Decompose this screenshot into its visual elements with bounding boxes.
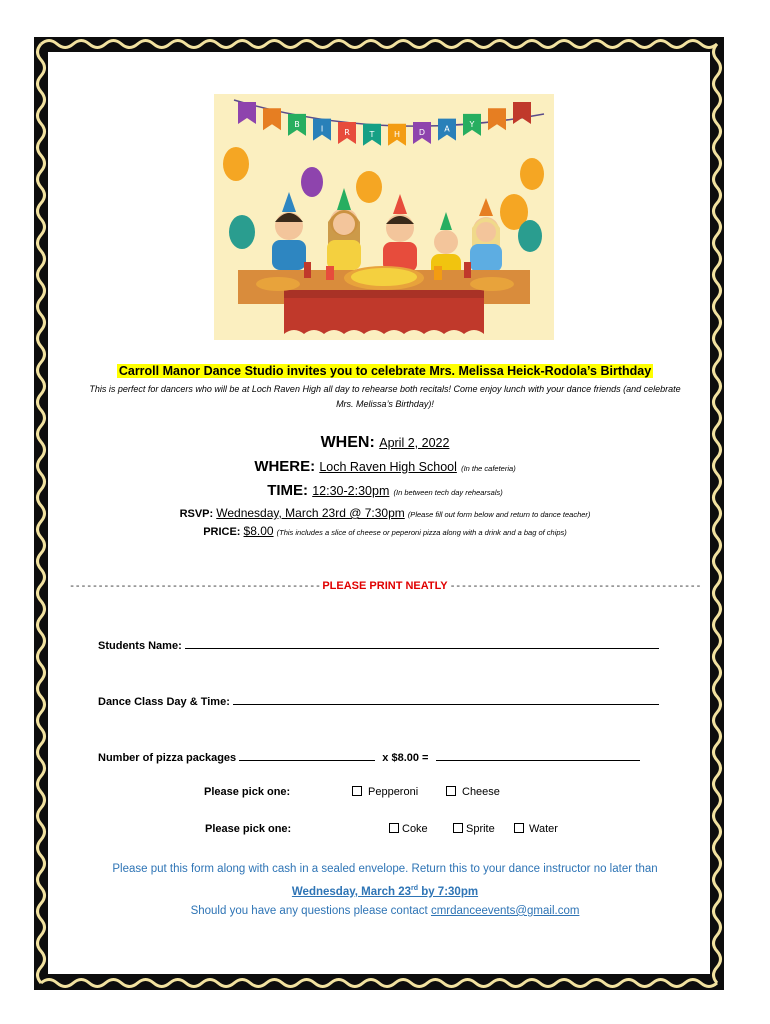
when-line	[48, 434, 722, 452]
svg-text:Y: Y	[469, 119, 475, 129]
time-label: TIME:	[267, 482, 309, 499]
svg-text:B: B	[294, 119, 300, 129]
sprite-label: Sprite	[466, 823, 495, 835]
pepperoni-option[interactable]	[352, 786, 418, 798]
pizza-packages-row	[98, 749, 640, 764]
where-note: (In the cafeteria)	[461, 464, 516, 473]
rsvp-line	[48, 506, 722, 520]
price-line	[48, 524, 722, 538]
footer-instructions	[48, 860, 722, 921]
pizza-choice-row	[204, 786, 290, 798]
svg-text:A: A	[444, 124, 450, 134]
cheese-label: Cheese	[462, 786, 500, 798]
pick-one-label: Please pick one:	[204, 786, 291, 798]
rsvp-label: RSVP:	[179, 508, 214, 520]
price-value: $8.00	[243, 524, 274, 538]
students-name-field[interactable]	[185, 637, 659, 649]
sprite-checkbox[interactable]	[453, 823, 463, 833]
svg-text:R: R	[344, 128, 350, 138]
invitation-title: Carroll Manor Dance Studio invites you to celebrate Mrs. Melissa Heick-Rodola’s Birthday	[118, 364, 652, 378]
svg-text:H: H	[393, 129, 401, 139]
coke-option[interactable]	[389, 823, 428, 835]
dance-class-row	[98, 693, 659, 708]
students-name-row	[98, 637, 659, 652]
invitation-subtitle: This is perfect for dancers who will be at Loch Raven High all day to rehearse both recitals! Come enjoy lunch with your dance friends (and celebrate Mrs. Melissa’s Birthday)!	[89, 384, 681, 409]
svg-text:I: I	[320, 124, 324, 134]
dance-class-field[interactable]	[233, 693, 659, 705]
footer-line1: Please put this form along with cash in a sealed envelope. Return this to your dance instructor no later than	[112, 863, 658, 875]
pizza-packages-label: Number of pizza packages	[98, 752, 237, 764]
cheese-option[interactable]	[446, 786, 500, 798]
where-label: WHERE:	[254, 458, 316, 475]
when-value: April 2, 2022	[379, 436, 450, 450]
time-value: 12:30-2:30pm	[312, 484, 390, 498]
pizza-total-field[interactable]	[436, 749, 640, 761]
coke-checkbox[interactable]	[389, 823, 399, 833]
water-label: Water	[529, 823, 558, 835]
pepperoni-checkbox[interactable]	[352, 786, 362, 796]
coke-label: Coke	[402, 823, 428, 835]
pepperoni-label: Pepperoni	[368, 786, 419, 798]
dance-class-label: Dance Class Day & Time:	[98, 696, 230, 708]
price-note: (This includes a slice of cheese or peperoni pizza along with a drink and a bag of chips)	[276, 528, 567, 537]
sprite-option[interactable]	[453, 823, 495, 835]
water-option[interactable]	[514, 823, 558, 835]
contact-email-link[interactable]: cmrdanceevents@gmail.com	[430, 904, 580, 917]
where-line	[48, 458, 722, 475]
where-value: Loch Raven High School	[319, 460, 457, 474]
svg-text:T: T	[369, 129, 375, 139]
price-multiplier: x $8.00 =	[382, 752, 429, 764]
svg-text:D: D	[418, 128, 426, 138]
rsvp-value: Wednesday, March 23rd @ 7:30pm	[216, 506, 405, 520]
students-name-label: Students Name:	[98, 640, 182, 652]
print-neatly-label: PLEASE PRINT NEATLY	[322, 580, 448, 592]
time-note: (In between tech day rehearsals)	[393, 488, 503, 497]
cheese-checkbox[interactable]	[446, 786, 456, 796]
time-line	[48, 482, 722, 499]
pick-one-drink-label: Please pick one:	[205, 823, 292, 835]
rsvp-note: (Please fill out form below and return to dance teacher)	[407, 510, 591, 519]
birthday-party-illustration	[214, 94, 554, 340]
when-label: WHEN:	[320, 434, 375, 451]
drink-choice-row	[205, 823, 291, 835]
water-checkbox[interactable]	[514, 823, 524, 833]
deadline-text: Wednesday, March 23rd by 7:30pm	[291, 885, 479, 898]
footer-line2: Should you have any questions please contact	[190, 904, 428, 917]
pizza-packages-field[interactable]	[239, 749, 375, 761]
price-label: PRICE:	[203, 526, 241, 538]
print-divider: - - - - - - - - - - - - - - - - - - - - - - - - - - - - - - - - - - - - - - - - - - - - PLEASE PRINT NEATLY - - - - - - - - - - - - - - - - - - - - - - - - - - - - - - - - - - - - - - - - - - - -	[70, 580, 700, 592]
